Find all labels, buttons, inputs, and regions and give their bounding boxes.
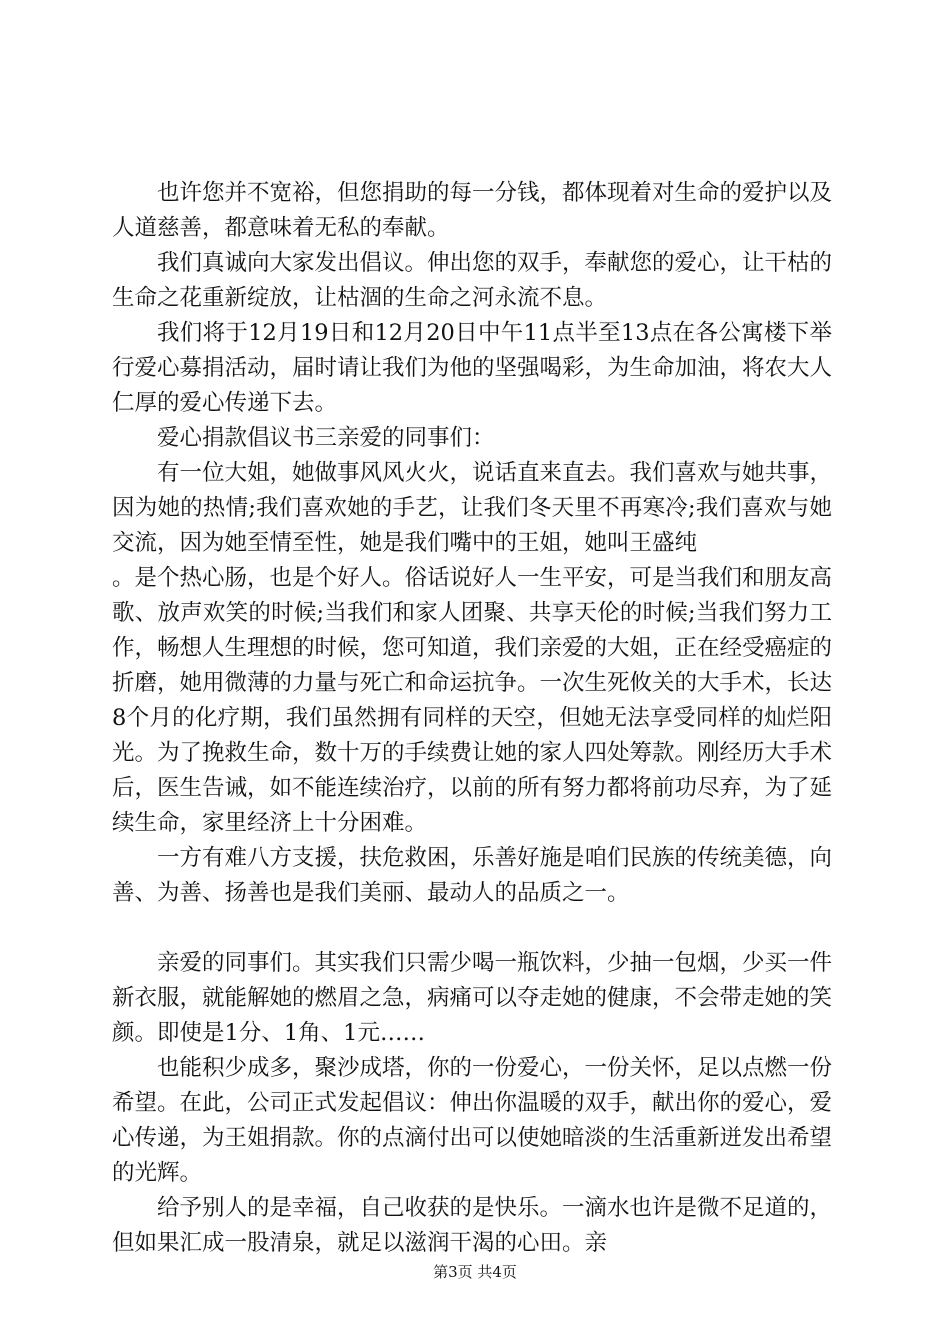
page-footer (0, 1262, 950, 1282)
paragraph-1: 也许您并不宽裕，但您捐助的每一分钱，都体现着对生命的爱护以及人道慈善，都意味着无私的奉献。 (112, 180, 833, 241)
page-number-label: 第3页 共4页 (433, 1263, 517, 1281)
paragraph-7: 一方有难八方支援，扶危救困，乐善好施是咱们民族的传统美德，向善、为善、扬善也是我们美丽、最动人的品质之一。 (112, 845, 833, 906)
paragraph-4: 爱心捐款倡议书三亲爱的同事们： (157, 425, 495, 451)
paragraph-5: 有一位大姐，她做事风风火火，说话直来直去。我们喜欢与她共事，因为她的热情;我们喜欢她的手艺，让我们冬天里不再寒冷;我们喜欢与她交流，因为她至情至性，她是我们嘴中的王姐，她叫王盛纯 (112, 460, 833, 556)
paragraph-6: 。是个热心肠，也是个好人。俗话说好人一生平安，可是当我们和朋友高歌、放声欢笑的时候;当我们和家人团聚、共享天伦的时候;当我们努力工作，畅想人生理想的时候，您可知道，我们亲爱的大姐，正在经受癌症的折磨，她用微薄的力量与死亡和命运抗争。一次生死攸关的大手术，长达8个月的化疗期，我们虽然拥有同样的天空，但她无法享受同样的灿烂阳光。为了挽救生命，数十万的手续费让她的家人四处筹款。刚经历大手术后，医生告诫，如不能连续治疗，以前的所有努力都将前功尽弃，为了延续生命，家里经济上十分困难。 (112, 565, 833, 836)
paragraph-2: 我们真诚向大家发出倡议。伸出您的双手，奉献您的爱心，让干枯的生命之花重新绽放，让枯涸的生命之河永流不息。 (112, 250, 833, 311)
paragraph-3: 我们将于12月19日和12月20日中午11点半至13点在各公寓楼下举行爱心募捐活动，届时请让我们为他的坚强喝彩，为生命加油，将农大人仁厚的爱心传递下去。 (112, 320, 833, 416)
paragraph-8: 亲爱的同事们。其实我们只需少喝一瓶饮料，少抽一包烟，少买一件新衣服，就能解她的燃眉之急，病痛可以夺走她的健康，不会带走她的笑颜。即使是1分、1角、1元…… (112, 950, 833, 1046)
paragraph-9: 也能积少成多，聚沙成塔，你的一份爱心，一份关怀，足以点燃一份希望。在此，公司正式发起倡议：伸出你温暖的双手，献出你的爱心，爱心传递，为王姐捐款。你的点滴付出可以使她暗淡的生活重新迸发出希望的光辉。 (112, 1055, 833, 1186)
paragraph-10: 给予别人的是幸福，自己收获的是快乐。一滴水也许是微不足道的，但如果汇成一股清泉，就足以滋润干渴的心田。亲 (112, 1195, 833, 1256)
document-body (112, 176, 832, 1261)
